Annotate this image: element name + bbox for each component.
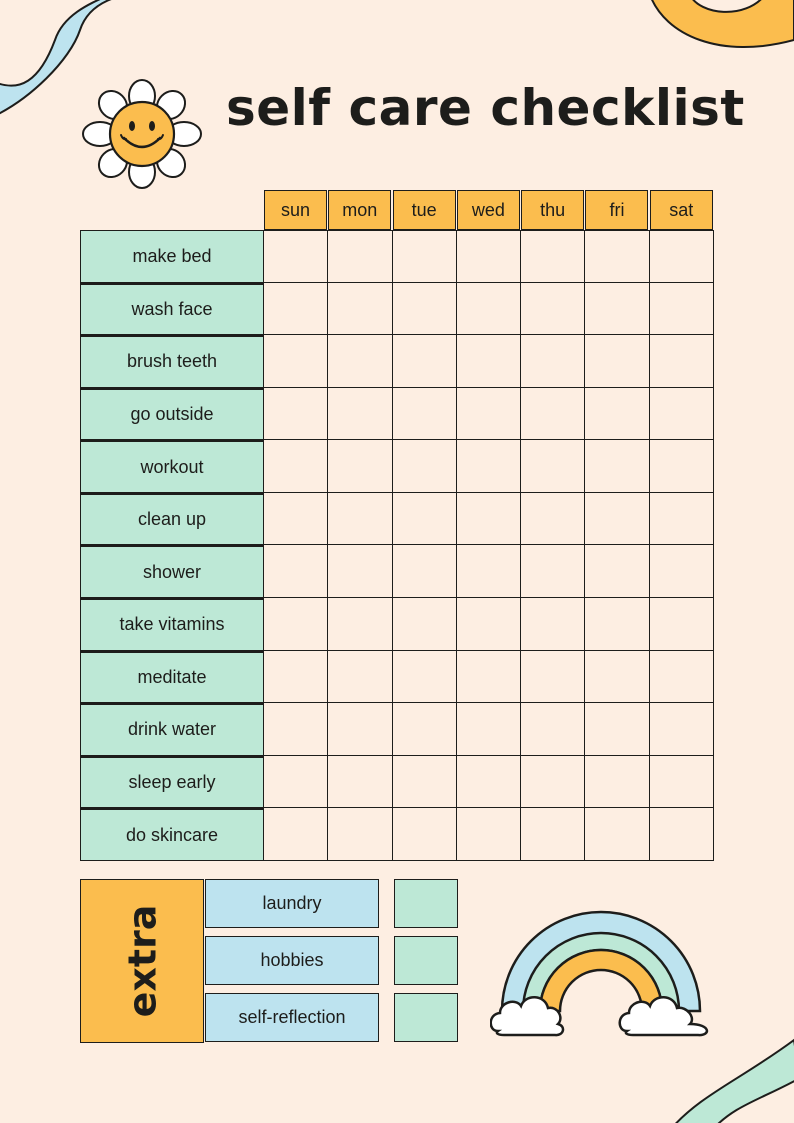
checkbox-cell-sun[interactable] [264, 703, 328, 756]
checkbox-cell-wed[interactable] [457, 388, 521, 441]
extra-checkbox-laundry[interactable] [394, 879, 458, 928]
checkbox-cell-mon[interactable] [328, 388, 392, 441]
table-row [80, 703, 714, 756]
day-header-tue: tue [393, 190, 456, 230]
checkbox-cell-tue[interactable] [393, 388, 457, 441]
checkbox-cell-sat[interactable] [650, 493, 714, 546]
checkbox-cell-fri[interactable] [585, 808, 649, 861]
task-label: shower [80, 545, 264, 598]
checkbox-cell-sun[interactable] [264, 335, 328, 388]
table-row [80, 493, 714, 546]
checkbox-cell-sat[interactable] [650, 388, 714, 441]
extra-item-laundry: laundry [205, 879, 379, 928]
checkbox-cell-sat[interactable] [650, 598, 714, 651]
table-row [80, 335, 714, 388]
checkbox-cell-mon[interactable] [328, 230, 392, 283]
checkbox-cell-tue[interactable] [393, 493, 457, 546]
checkbox-cell-sat[interactable] [650, 651, 714, 704]
checkbox-cell-mon[interactable] [328, 493, 392, 546]
checkbox-cell-wed[interactable] [457, 335, 521, 388]
rainbow-icon [490, 886, 712, 1041]
checkbox-cell-wed[interactable] [457, 703, 521, 756]
checkbox-cell-sat[interactable] [650, 335, 714, 388]
day-header-wed: wed [457, 190, 520, 230]
checkbox-cell-sun[interactable] [264, 230, 328, 283]
checkbox-cell-thu[interactable] [521, 493, 585, 546]
checkbox-cell-thu[interactable] [521, 756, 585, 809]
checkbox-cell-thu[interactable] [521, 598, 585, 651]
checkbox-cell-fri[interactable] [585, 230, 649, 283]
checkbox-cell-mon[interactable] [328, 651, 392, 704]
checkbox-cell-thu[interactable] [521, 388, 585, 441]
checkbox-cell-wed[interactable] [457, 283, 521, 336]
checkbox-cell-thu[interactable] [521, 545, 585, 598]
checkbox-cell-tue[interactable] [393, 651, 457, 704]
day-header-mon: mon [328, 190, 391, 230]
task-label: clean up [80, 493, 264, 546]
checkbox-cell-fri[interactable] [585, 703, 649, 756]
day-header-row [264, 190, 714, 230]
checkbox-cell-tue[interactable] [393, 230, 457, 283]
checkbox-cell-sat[interactable] [650, 545, 714, 598]
task-label: brush teeth [80, 335, 264, 388]
extra-checkbox-self-reflection[interactable] [394, 993, 458, 1042]
checkbox-cell-mon[interactable] [328, 703, 392, 756]
checkbox-cell-wed[interactable] [457, 651, 521, 704]
extra-item-hobbies: hobbies [205, 936, 379, 985]
task-label: drink water [80, 703, 264, 756]
checkbox-cell-sat[interactable] [650, 230, 714, 283]
checkbox-cell-wed[interactable] [457, 808, 521, 861]
checkbox-cell-thu[interactable] [521, 651, 585, 704]
checkbox-cell-thu[interactable] [521, 808, 585, 861]
checkbox-cell-wed[interactable] [457, 440, 521, 493]
day-header-fri: fri [585, 190, 648, 230]
checkbox-cell-fri[interactable] [585, 440, 649, 493]
checkbox-cell-sun[interactable] [264, 756, 328, 809]
day-header-sat: sat [650, 190, 713, 230]
checkbox-cell-sat[interactable] [650, 440, 714, 493]
checkbox-cell-thu[interactable] [521, 335, 585, 388]
checkbox-cell-mon[interactable] [328, 440, 392, 493]
extra-section-label [80, 879, 204, 1043]
checkbox-cell-sat[interactable] [650, 283, 714, 336]
checkbox-cell-fri[interactable] [585, 493, 649, 546]
checkbox-cell-tue[interactable] [393, 545, 457, 598]
bottom-right-mint-wave [670, 1040, 794, 1123]
checkbox-cell-mon[interactable] [328, 283, 392, 336]
checkbox-cell-fri[interactable] [585, 651, 649, 704]
checkbox-cell-wed[interactable] [457, 545, 521, 598]
checkbox-cell-wed[interactable] [457, 230, 521, 283]
extra-item-self-reflection: self-reflection [205, 993, 379, 1042]
checkbox-cell-thu[interactable] [521, 440, 585, 493]
task-label: workout [80, 440, 264, 493]
checkbox-cell-mon[interactable] [328, 335, 392, 388]
checkbox-cell-mon[interactable] [328, 808, 392, 861]
checkbox-cell-mon[interactable] [328, 598, 392, 651]
table-row [80, 651, 714, 704]
checkbox-cell-fri[interactable] [585, 545, 649, 598]
checkbox-cell-thu[interactable] [521, 703, 585, 756]
checklist-grid [80, 230, 714, 861]
checkbox-cell-thu[interactable] [521, 283, 585, 336]
checkbox-cell-sun[interactable] [264, 283, 328, 336]
checkbox-cell-wed[interactable] [457, 756, 521, 809]
checkbox-cell-wed[interactable] [457, 493, 521, 546]
table-row [80, 545, 714, 598]
checkbox-cell-fri[interactable] [585, 756, 649, 809]
checkbox-cell-sun[interactable] [264, 493, 328, 546]
table-row [80, 598, 714, 651]
checkbox-cell-thu[interactable] [521, 230, 585, 283]
extra-checkbox-hobbies[interactable] [394, 936, 458, 985]
task-label: sleep early [80, 756, 264, 809]
table-row [80, 756, 714, 809]
extra-label-text: extra [120, 904, 164, 1018]
checkbox-cell-sun[interactable] [264, 388, 328, 441]
checkbox-cell-sun[interactable] [264, 598, 328, 651]
checkbox-cell-wed[interactable] [457, 598, 521, 651]
checkbox-cell-mon[interactable] [328, 756, 392, 809]
checkbox-cell-sat[interactable] [650, 703, 714, 756]
checkbox-cell-mon[interactable] [328, 545, 392, 598]
task-label: meditate [80, 651, 264, 704]
checkbox-cell-sun[interactable] [264, 651, 328, 704]
checkbox-cell-tue[interactable] [393, 703, 457, 756]
checkbox-cell-tue[interactable] [393, 598, 457, 651]
checkbox-cell-sun[interactable] [264, 545, 328, 598]
checkbox-cell-fri[interactable] [585, 283, 649, 336]
day-header-sun: sun [264, 190, 327, 230]
table-row [80, 283, 714, 336]
table-row [80, 388, 714, 441]
page-title: self care checklist [226, 79, 745, 137]
checkbox-cell-tue[interactable] [393, 756, 457, 809]
checkbox-cell-sat[interactable] [650, 808, 714, 861]
task-label: take vitamins [80, 598, 264, 651]
smiley-flower-icon [80, 78, 204, 190]
checkbox-cell-sat[interactable] [650, 756, 714, 809]
checkbox-cell-fri[interactable] [585, 598, 649, 651]
checkbox-cell-tue[interactable] [393, 335, 457, 388]
checkbox-cell-tue[interactable] [393, 283, 457, 336]
checkbox-cell-sun[interactable] [264, 808, 328, 861]
task-label: go outside [80, 388, 264, 441]
table-row [80, 230, 714, 283]
checkbox-cell-tue[interactable] [393, 440, 457, 493]
task-label: make bed [80, 230, 264, 283]
top-right-orange-wave [650, 0, 794, 47]
checkbox-cell-fri[interactable] [585, 335, 649, 388]
checkbox-cell-tue[interactable] [393, 808, 457, 861]
table-row [80, 440, 714, 493]
task-label: do skincare [80, 808, 264, 861]
checkbox-cell-sun[interactable] [264, 440, 328, 493]
checkbox-cell-fri[interactable] [585, 388, 649, 441]
table-row [80, 808, 714, 861]
task-label: wash face [80, 283, 264, 336]
day-header-thu: thu [521, 190, 584, 230]
